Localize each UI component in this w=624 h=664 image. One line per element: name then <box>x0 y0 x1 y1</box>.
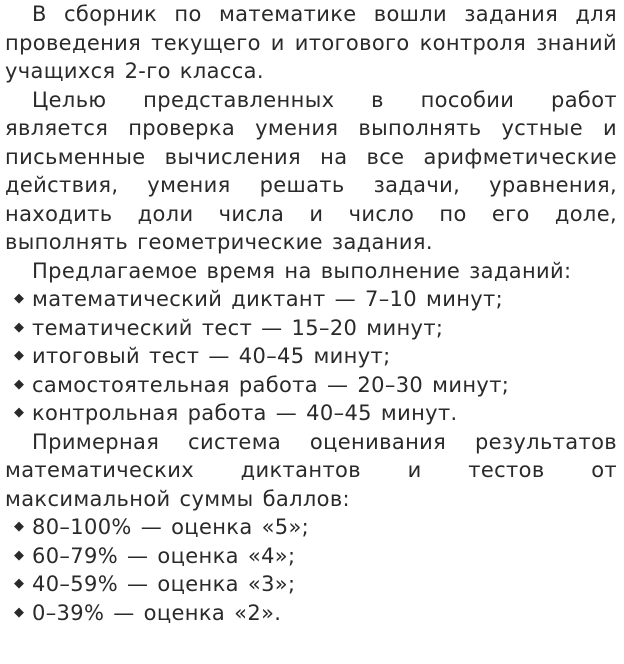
time-item-text: тематический тест — 15–20 минут; <box>32 315 444 340</box>
list-item <box>5 399 617 428</box>
diamond-bullet-icon: ◆ <box>14 319 25 335</box>
time-item-text: итоговый тест — 40–45 минут; <box>32 344 391 368</box>
list-item <box>5 285 617 314</box>
time-item-text: математический диктант — 7–10 минут; <box>32 287 504 311</box>
list-item <box>5 570 617 599</box>
list-item <box>5 342 617 371</box>
time-item-text: самостоятельная работа — 20–30 минут; <box>32 372 510 397</box>
grading-list <box>5 513 617 627</box>
list-item <box>5 371 617 400</box>
diamond-bullet-icon: ◆ <box>14 604 25 620</box>
time-item-text: контрольная работа — 40–45 минут. <box>32 401 458 425</box>
time-list <box>5 285 617 428</box>
diamond-bullet-icon: ◆ <box>14 519 25 534</box>
list-item <box>5 599 617 628</box>
list-item <box>5 542 617 571</box>
diamond-bullet-icon: ◆ <box>14 576 25 591</box>
intro-paragraph: В сборник по математике вошли задания для проведения текущего и итогового контроля знаний учащихся 2-го класса. <box>5 2 617 83</box>
diamond-bullet-icon: ◆ <box>14 376 25 392</box>
grading-item-text: 0–39% — оценка «2». <box>32 600 282 625</box>
grading-item-text: 60–79% — оценка «4»; <box>32 543 296 568</box>
time-heading: Предлагаемое время на выполнение заданий: <box>32 258 572 283</box>
diamond-bullet-icon: ◆ <box>14 405 25 420</box>
grading-paragraph: Примерная система оценивания результатов математических диктантов и тестов от максимальной суммы баллов: <box>5 429 617 511</box>
goal-paragraph: Целью представленных в пособии работ является проверка умения выполнять устные и письменные вычисления на все арифметические действия, умения решать задачи, уравнения, находить доли числа и число по его доле, выполнять геометрические задания. <box>5 87 617 254</box>
grading-item-text: 80–100% — оценка «5»; <box>32 515 310 539</box>
list-item <box>5 314 617 343</box>
diamond-bullet-icon: ◆ <box>14 348 25 363</box>
diamond-bullet-icon: ◆ <box>14 547 25 563</box>
diamond-bullet-icon: ◆ <box>14 291 25 306</box>
list-item <box>5 513 617 542</box>
grading-item-text: 40–59% — оценка «3»; <box>32 572 296 596</box>
